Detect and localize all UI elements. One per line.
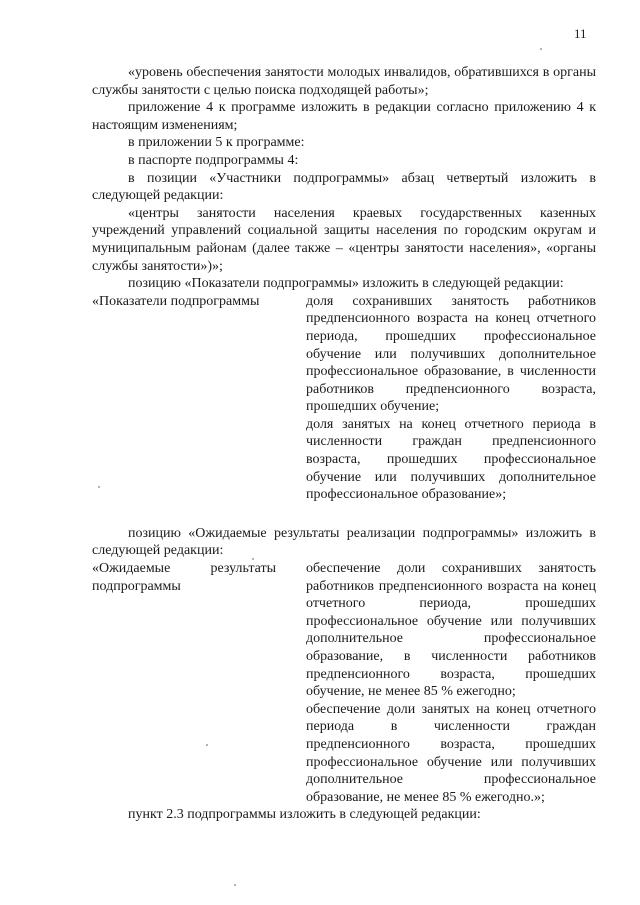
indicators-item-employed-share: доля занятых на конец отчетного периода в численности граждан предпенсионного возраста, прошедших профессиональное обучение или получивших дополнительное профессиональное образование»; [306, 416, 596, 503]
indicators-table-label: «Показатели подпрограммы [92, 293, 260, 309]
paragraph-indicators-position: позицию «Показатели подпрограммы» изложить в следующей редакции: [128, 276, 564, 292]
results-item-retained-employment: обеспечение доли сохранивших занятость работников предпенсионного возраста на конец отчетного периода, прошедших профессиональное обучение или получивших дополнительное профессиональное образование, в численности работников предпенсионного возраста, прошедших обучение, не менее 85 % ежегодно; [306, 561, 596, 700]
results-table-label: «Ожидаемые результаты подпрограммы [92, 561, 276, 594]
scan-speck [98, 486, 100, 488]
scan-speck [252, 558, 254, 560]
results-table-content [306, 560, 596, 806]
indicators-table-content [306, 293, 596, 504]
scan-speck [234, 884, 236, 886]
paragraph-employment-centers: «центры занятости населения краевых государственных казенных учреждений управлений социальной защиты населения по городским округам и муниципальным районам (далее также – «центры занятости населения», «органы службы занятости»)»; [92, 205, 596, 274]
paragraph-young-disabled-indicator: «уровень обеспечения занятости молодых инвалидов, обратившихся в органы службы занятости с целью поиска подходящей работы»; [92, 65, 596, 98]
paragraph-expected-results-position: позицию «Ожидаемые результаты реализации подпрограммы» изложить в следующей редакции: [92, 525, 596, 559]
results-item-employed-share: обеспечение доли занятых на конец отчетного периода в численности граждан предпенсионного возраста, прошедших профессиональное обучение или получивших дополнительное профессиональное образование, не менее 85 % ежегодно.»; [306, 701, 596, 805]
indicators-item-retained-employment: доля сохранивших занятость работников предпенсионного возраста на конец отчетного периода, прошедших профессиональное обучение или получивших дополнительное профессиональное образование, в численности работников предпенсионного возраста, прошедших обучение; [306, 293, 596, 415]
paragraph-clause-2-3: пункт 2.3 подпрограммы изложить в следующей редакции: [128, 807, 481, 823]
spacer [92, 504, 596, 525]
indicators-table [92, 293, 596, 504]
paragraph-appendix-5: в приложении 5 к программе: [128, 135, 305, 151]
results-table [92, 560, 596, 806]
scan-speck [540, 48, 542, 50]
paragraph-participants-position: в позиции «Участники подпрограммы» абзац четвертый изложить в следующей редакции: [92, 170, 596, 204]
scan-speck [206, 744, 208, 746]
paragraph-subprogram-4-passport: в паспорте подпрограммы 4: [128, 152, 299, 168]
paragraph-appendix-4: приложение 4 к программе изложить в редакции согласно приложению 4 к настоящим изменениям; [92, 100, 596, 133]
document-body [92, 64, 596, 824]
page-number: 11 [574, 26, 587, 41]
